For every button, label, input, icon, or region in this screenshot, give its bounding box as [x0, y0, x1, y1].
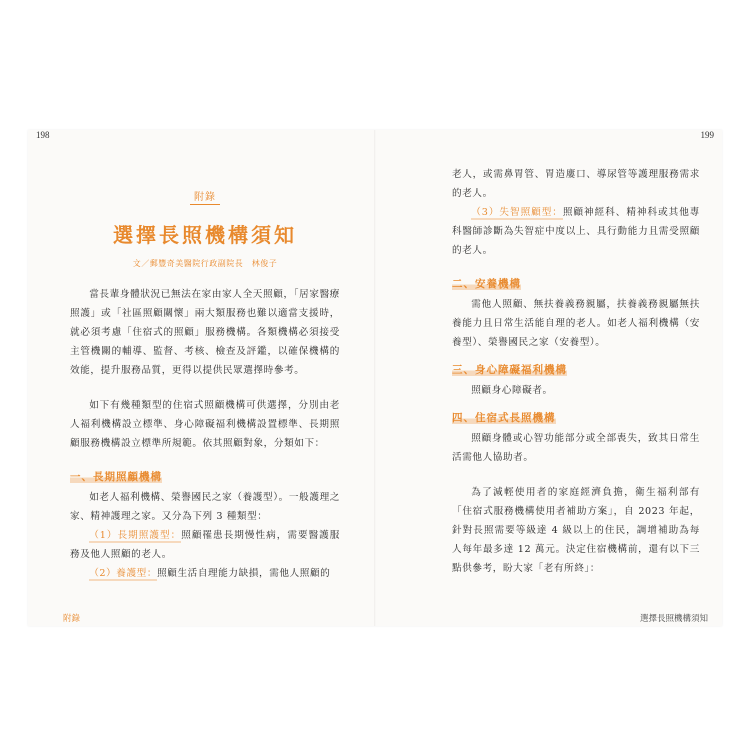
page-gutter	[374, 130, 376, 626]
intro-paragraph: 當長輩身體狀況已無法在家由家人全天照顧，「居家醫療照護」或「社區照顧關懷」兩大類服務也難以適當支援時，就必須考慮「住宿式的照顧」服務機構。各類機構必須接受主管機關的輔導、監督、考核、檢查及評鑑，以確保機構的效能，提升服務品質，更得以提供民眾選擇時參考。	[70, 289, 340, 376]
item-2-continued: 老人，或需鼻胃管、胃造廔口、導尿管等護理服務需求的老人。	[452, 169, 700, 199]
page-number-left: 198	[36, 130, 50, 140]
section-heading-1: 一、長期照顧機構	[70, 471, 162, 483]
item-2: （2）養護型：照顧生活自理能力缺損，需他人照顧的	[89, 568, 331, 579]
article-title: 選擇長照機構須知	[113, 223, 297, 247]
left-page-column	[70, 160, 340, 583]
item-3: （3）失智照顧型：照顧神經科、精神科或其他專科醫師診斷為失智症中度以上、具行動能力且需受照顧的老人。	[452, 207, 700, 256]
appendix-kicker: 附錄	[70, 188, 340, 205]
item-1: （1）長期照護型：照顧罹患長期慢性病，需要醫護服務及他人照顧的老人。	[70, 530, 340, 560]
running-footer-right: 選擇長照機構須知	[639, 614, 708, 624]
section-heading-2: 二、安養機構	[452, 278, 521, 290]
section-heading-4: 四、住宿式長照機構	[452, 412, 556, 424]
section1-paragraph: 如老人福利機構、榮譽國民之家（養護型）。一般護理之家、精神護理之家。又分為下列 3 種類型：	[70, 492, 340, 522]
right-page-column	[452, 165, 700, 578]
article-byline: 文／郵豐奇美醫院行政副院長 林俊子	[132, 259, 278, 268]
running-footer-left: 附錄	[63, 614, 81, 624]
section3-paragraph: 照顧身心障礙者。	[471, 385, 553, 396]
section2-paragraph: 需他人照顧、無扶養義務親屬，扶養義務親屬無扶養能力且日常生活能自理的老人。如老人福利機構（安養型）、榮譽國民之家（安養型）。	[452, 299, 700, 348]
book-spread	[28, 130, 722, 626]
page-number-right: 199	[700, 130, 714, 140]
section4-paragraph: 照顧身體或心智功能部分或全部喪失，致其日常生活需他人協助者。	[452, 433, 700, 463]
types-paragraph: 如下有幾種類型的住宿式照顧機構可供選擇，分別由老人福利機構設立標準、身心障礙福利機構設置標準、長期照顧服務機構設立標準所規範。依其照顧對象，分類如下：	[70, 400, 340, 449]
section-heading-3: 三、身心障礙福利機構	[452, 364, 567, 376]
subsidy-paragraph: 為了減輕使用者的家庭經濟負擔，衛生福利部有「住宿式服務機構使用者補助方案」，自 2023 年起，針對長照需要等級達 4 級以上的住民，調增補助為每人每年最多達 12 萬元。決定住宿機構前，還有以下三點供參考，盼大家「老有所終」：	[452, 487, 700, 574]
